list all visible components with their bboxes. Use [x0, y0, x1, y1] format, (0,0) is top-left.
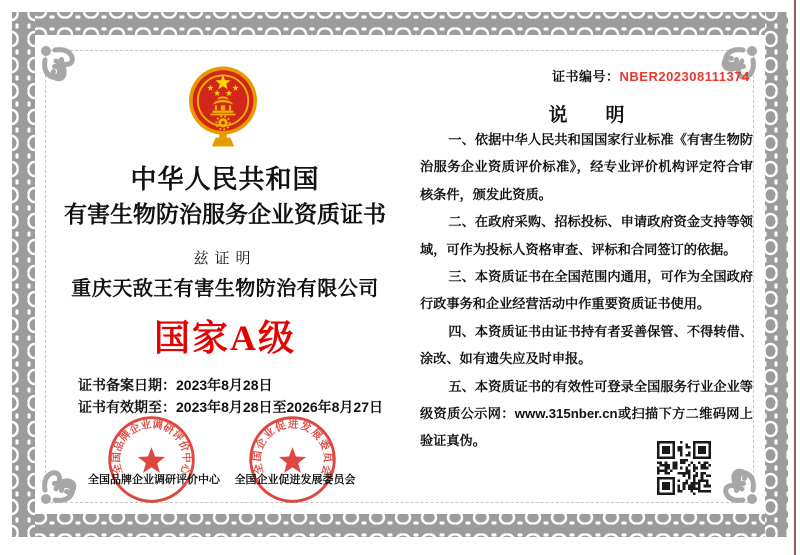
corner-flourish-icon — [721, 468, 759, 506]
issuer-name-1: 全国品牌企业调研评价中心 — [88, 474, 220, 486]
seal-ring-text-2: 全国企业促进发展委员会 — [252, 419, 333, 478]
certificate-number-value: NBER202308111374 — [619, 69, 750, 84]
qr-code — [657, 441, 711, 495]
seal-ring-text-1: 全国品牌企业调研评价中心 — [111, 419, 192, 476]
note-paragraph: 五、本资质证书的有效性可登录全国服务行业企业等级资质公示网：www.315nber.cn或扫描下方二维码网上验证真伪。 — [420, 378, 753, 449]
certificate-title: 有害生物防治服务企业资质证书 — [64, 201, 386, 227]
record-date: 证书备案日期：2023年8月28日 — [78, 377, 273, 393]
valid-until: 证书有效期至：2023年8月28日至2026年8月27日 — [78, 399, 384, 415]
svg-text:全国品牌企业调研评价中心 — [109, 417, 193, 476]
company-name: 重庆天敌王有害生物防治有限公司 — [71, 278, 379, 300]
note-paragraph: 四、本资质证书由证书持有者妥善保管、不得转借、涂改、如有遗失应及时申报。 — [420, 323, 753, 367]
corner-flourish-icon — [39, 44, 77, 82]
scan-edge-artifact — [794, 0, 796, 555]
notes-body — [420, 126, 753, 455]
note-paragraph: 一、依据中华人民共和国国家行业标准《有害生物防治服务企业资质评价标准》，经专业评价机构评定符合审核条件，颁发此资质。 — [420, 132, 753, 202]
note-paragraph: 二、在政府采购、招标投标、申请政府资金支持等领域，可作为投标人资格审查、评标和合同签订的依据。 — [420, 214, 753, 257]
issuer-name-2: 全国企业促进发展委员会 — [234, 474, 356, 486]
notes-title: 说 明 — [548, 105, 625, 126]
country-title: 中华人民共和国 — [130, 164, 320, 194]
national-emblem-icon — [186, 58, 260, 158]
certify-label: 兹证明 — [193, 250, 257, 267]
certificate-number — [552, 66, 750, 85]
official-seal-2 — [245, 412, 340, 507]
certificate-number-label: 证书编号： — [552, 69, 620, 84]
note-paragraph: 三、本资质证书在全国范围内通用，可作为全国政府行政事务和企业经营活动中作重要资质证书使用。 — [420, 269, 753, 312]
grade-level: 国家A级 — [154, 318, 296, 358]
official-seal-1 — [104, 412, 199, 507]
